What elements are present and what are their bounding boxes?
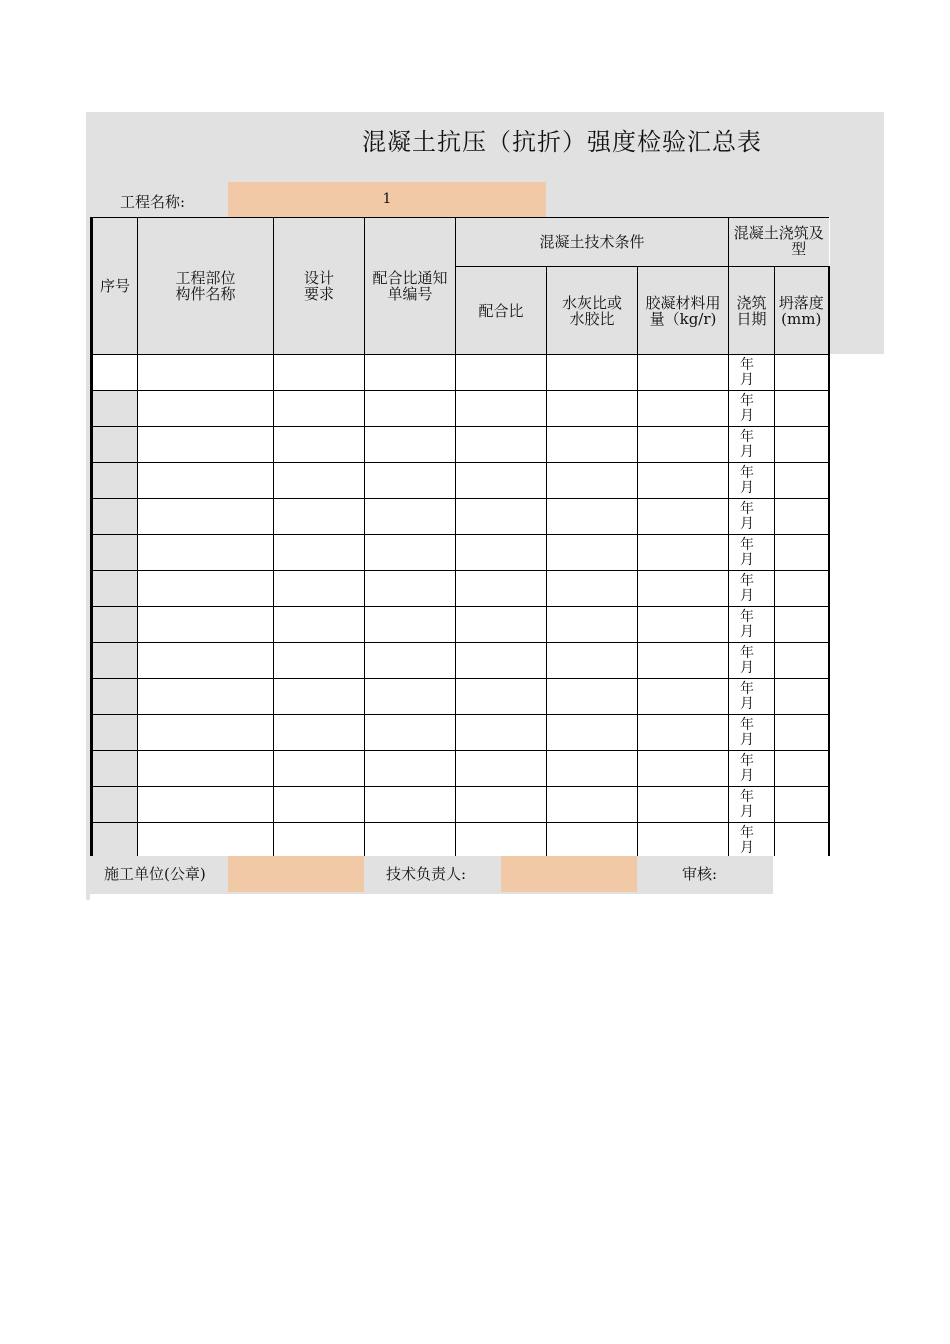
row-slump-cell[interactable] xyxy=(775,571,829,607)
year-label: 年 xyxy=(740,428,754,445)
header-design-line2: 要求 xyxy=(303,285,334,303)
table-body xyxy=(92,355,829,860)
row-data-cell[interactable] xyxy=(365,823,456,860)
table-row xyxy=(92,535,829,571)
row-slump-cell[interactable] xyxy=(775,823,829,860)
year-label: 年 xyxy=(740,464,754,481)
row-data-cell[interactable] xyxy=(274,751,365,787)
row-data-cell[interactable] xyxy=(274,787,365,823)
row-data-cell[interactable] xyxy=(138,391,274,427)
row-pour-date-cell[interactable] xyxy=(729,607,775,643)
row-pour-date-cell[interactable] xyxy=(729,355,775,391)
header-pour-date xyxy=(729,267,775,355)
year-label: 年 xyxy=(740,356,754,373)
row-data-cell[interactable] xyxy=(638,679,729,715)
month-label: 月 xyxy=(740,407,754,424)
row-data-cell[interactable] xyxy=(456,715,547,751)
row-data-cell[interactable] xyxy=(638,535,729,571)
row-pour-date-cell[interactable] xyxy=(729,787,775,823)
header-wc-line1: 水灰比或 xyxy=(561,293,622,312)
header-pour-group xyxy=(729,218,829,267)
row-data-cell[interactable] xyxy=(456,823,547,860)
month-label: 月 xyxy=(740,371,754,388)
row-data-cell[interactable] xyxy=(547,391,638,427)
row-data-cell[interactable] xyxy=(274,571,365,607)
strength-summary-table xyxy=(90,217,830,861)
row-data-cell[interactable] xyxy=(456,679,547,715)
row-data-cell[interactable] xyxy=(274,643,365,679)
row-data-cell[interactable] xyxy=(274,607,365,643)
row-data-cell[interactable] xyxy=(138,427,274,463)
construction-unit-label: 施工单位(公章) xyxy=(104,865,206,883)
row-data-cell[interactable] xyxy=(547,427,638,463)
row-pour-date-cell[interactable] xyxy=(729,499,775,535)
header-seq: 序号 xyxy=(92,218,138,355)
row-data-cell[interactable] xyxy=(274,535,365,571)
row-data-cell[interactable] xyxy=(638,499,729,535)
row-seq-cell[interactable] xyxy=(92,427,138,463)
row-seq-cell[interactable] xyxy=(92,823,138,860)
construction-unit-field[interactable] xyxy=(228,856,364,892)
row-data-cell[interactable] xyxy=(638,751,729,787)
row-seq-cell[interactable] xyxy=(92,499,138,535)
row-data-cell[interactable] xyxy=(547,823,638,860)
project-name-label: 工程名称: xyxy=(120,193,186,211)
row-data-cell[interactable] xyxy=(456,355,547,391)
row-data-cell[interactable] xyxy=(547,463,638,499)
row-slump-cell[interactable] xyxy=(775,643,829,679)
row-data-cell[interactable] xyxy=(138,715,274,751)
table-row xyxy=(92,571,829,607)
header-mix-notice-line1: 配合比通知 xyxy=(372,269,448,287)
header-wc-line2: 水胶比 xyxy=(569,309,615,328)
month-label: 月 xyxy=(740,767,754,784)
header-binder xyxy=(638,267,729,355)
row-pour-date-cell[interactable] xyxy=(729,823,775,860)
year-label: 年 xyxy=(740,572,754,589)
row-data-cell[interactable] xyxy=(638,643,729,679)
row-slump-cell[interactable] xyxy=(775,391,829,427)
row-slump-cell[interactable] xyxy=(775,463,829,499)
row-pour-date-cell[interactable] xyxy=(729,571,775,607)
row-pour-date-cell[interactable] xyxy=(729,751,775,787)
row-data-cell[interactable] xyxy=(547,571,638,607)
header-design-line1: 设计 xyxy=(303,269,334,287)
year-label: 年 xyxy=(740,680,754,697)
month-label: 月 xyxy=(740,443,754,460)
header-wc-ratio xyxy=(547,267,638,355)
row-data-cell[interactable] xyxy=(138,355,274,391)
row-data-cell[interactable] xyxy=(365,643,456,679)
month-label: 月 xyxy=(740,659,754,676)
review-field[interactable] xyxy=(773,856,884,894)
row-data-cell[interactable] xyxy=(138,823,274,860)
row-slump-cell[interactable] xyxy=(775,679,829,715)
year-label: 年 xyxy=(740,824,754,841)
row-seq-cell[interactable] xyxy=(92,355,138,391)
project-name-value: 1 xyxy=(382,191,392,207)
row-data-cell[interactable] xyxy=(274,715,365,751)
table-row xyxy=(92,751,829,787)
row-data-cell[interactable] xyxy=(138,499,274,535)
row-data-cell[interactable] xyxy=(365,499,456,535)
row-slump-cell[interactable] xyxy=(775,787,829,823)
year-label: 年 xyxy=(740,500,754,517)
month-label: 月 xyxy=(740,803,754,820)
row-data-cell[interactable] xyxy=(638,463,729,499)
month-label: 月 xyxy=(740,695,754,712)
month-label: 月 xyxy=(740,515,754,532)
month-label: 月 xyxy=(740,587,754,604)
row-data-cell[interactable] xyxy=(547,643,638,679)
page-title: 混凝土抗压（抗折）强度检验汇总表 xyxy=(362,128,762,156)
header-binder-line1: 胶凝材料用 xyxy=(645,293,721,312)
row-data-cell[interactable] xyxy=(638,787,729,823)
summary-sheet xyxy=(86,112,884,900)
row-slump-cell[interactable] xyxy=(775,427,829,463)
row-data-cell[interactable] xyxy=(456,427,547,463)
row-data-cell[interactable] xyxy=(365,571,456,607)
row-slump-cell[interactable] xyxy=(775,715,829,751)
row-data-cell[interactable] xyxy=(138,751,274,787)
row-data-cell[interactable] xyxy=(138,679,274,715)
header-design xyxy=(274,218,365,355)
row-pour-date-cell[interactable] xyxy=(729,715,775,751)
row-slump-cell[interactable] xyxy=(775,751,829,787)
row-seq-cell[interactable] xyxy=(92,571,138,607)
row-data-cell[interactable] xyxy=(365,715,456,751)
right-header-band xyxy=(827,217,884,354)
row-data-cell[interactable] xyxy=(138,787,274,823)
row-seq-cell[interactable] xyxy=(92,463,138,499)
row-slump-cell[interactable] xyxy=(775,355,829,391)
row-seq-cell[interactable] xyxy=(92,607,138,643)
row-seq-cell[interactable] xyxy=(92,715,138,751)
row-data-cell[interactable] xyxy=(274,823,365,860)
header-tech-group: 混凝土技术条件 xyxy=(456,218,729,267)
header-mix-notice-line2: 单编号 xyxy=(387,285,433,303)
row-data-cell[interactable] xyxy=(547,499,638,535)
month-label: 月 xyxy=(740,479,754,496)
table-row xyxy=(92,427,829,463)
row-data-cell[interactable] xyxy=(274,355,365,391)
year-label: 年 xyxy=(740,752,754,769)
row-pour-date-cell[interactable] xyxy=(729,427,775,463)
header-slump-line2: (mm) xyxy=(781,309,822,328)
row-seq-cell[interactable] xyxy=(92,679,138,715)
header-part xyxy=(138,218,274,355)
row-data-cell[interactable] xyxy=(638,715,729,751)
table-row xyxy=(92,715,829,751)
row-data-cell[interactable] xyxy=(274,391,365,427)
row-seq-cell[interactable] xyxy=(92,535,138,571)
row-data-cell[interactable] xyxy=(138,535,274,571)
table-row xyxy=(92,787,829,823)
row-pour-date-cell[interactable] xyxy=(729,643,775,679)
row-data-cell[interactable] xyxy=(365,355,456,391)
row-pour-date-cell[interactable] xyxy=(729,391,775,427)
row-data-cell[interactable] xyxy=(638,427,729,463)
row-slump-cell[interactable] xyxy=(775,535,829,571)
header-slump-line1: 坍落度 xyxy=(778,293,824,312)
row-data-cell[interactable] xyxy=(456,643,547,679)
row-data-cell[interactable] xyxy=(456,787,547,823)
year-label: 年 xyxy=(740,716,754,733)
review-label: 审核: xyxy=(682,865,718,883)
tech-lead-label: 技术负责人: xyxy=(386,865,467,883)
header-pour-group-line2: 型 xyxy=(791,240,807,258)
month-label: 月 xyxy=(740,551,754,568)
header-binder-line2: 量（kg/r) xyxy=(649,309,717,328)
row-seq-cell[interactable] xyxy=(92,643,138,679)
table-row xyxy=(92,823,829,860)
project-name-field[interactable] xyxy=(228,182,546,217)
row-data-cell[interactable] xyxy=(547,535,638,571)
header-mix-notice xyxy=(365,218,456,355)
year-label: 年 xyxy=(740,788,754,805)
row-data-cell[interactable] xyxy=(365,535,456,571)
row-pour-date-cell[interactable] xyxy=(729,679,775,715)
row-data-cell[interactable] xyxy=(456,571,547,607)
row-data-cell[interactable] xyxy=(365,427,456,463)
row-slump-cell[interactable] xyxy=(775,499,829,535)
row-pour-date-cell[interactable] xyxy=(729,535,775,571)
month-label: 月 xyxy=(740,731,754,748)
row-data-cell[interactable] xyxy=(365,787,456,823)
row-seq-cell[interactable] xyxy=(92,787,138,823)
month-label: 月 xyxy=(740,623,754,640)
row-data-cell[interactable] xyxy=(365,463,456,499)
row-data-cell[interactable] xyxy=(365,751,456,787)
row-data-cell[interactable] xyxy=(638,823,729,860)
row-data-cell[interactable] xyxy=(638,607,729,643)
table-row xyxy=(92,607,829,643)
row-data-cell[interactable] xyxy=(456,391,547,427)
row-data-cell[interactable] xyxy=(274,679,365,715)
month-label: 月 xyxy=(740,839,754,856)
header-pour-date-line2: 日期 xyxy=(736,309,767,328)
table-row xyxy=(92,355,829,391)
table-row xyxy=(92,391,829,427)
header-pour-date-line1: 浇筑 xyxy=(736,293,767,312)
year-label: 年 xyxy=(740,536,754,553)
row-data-cell[interactable] xyxy=(138,643,274,679)
row-seq-cell[interactable] xyxy=(92,391,138,427)
row-data-cell[interactable] xyxy=(138,607,274,643)
row-data-cell[interactable] xyxy=(365,391,456,427)
header-part-line2: 构件名称 xyxy=(175,285,236,303)
header-pour-group-line1: 混凝土浇筑及 xyxy=(733,224,824,242)
row-data-cell[interactable] xyxy=(638,391,729,427)
row-data-cell[interactable] xyxy=(547,787,638,823)
row-data-cell[interactable] xyxy=(365,607,456,643)
row-data-cell[interactable] xyxy=(456,607,547,643)
row-data-cell[interactable] xyxy=(638,571,729,607)
year-label: 年 xyxy=(740,392,754,409)
row-slump-cell[interactable] xyxy=(775,607,829,643)
table-row xyxy=(92,643,829,679)
row-data-cell[interactable] xyxy=(274,427,365,463)
row-data-cell[interactable] xyxy=(274,499,365,535)
table-row xyxy=(92,463,829,499)
row-data-cell[interactable] xyxy=(365,679,456,715)
header-part-line1: 工程部位 xyxy=(175,269,236,287)
row-data-cell[interactable] xyxy=(547,715,638,751)
row-data-cell[interactable] xyxy=(456,535,547,571)
row-data-cell[interactable] xyxy=(138,571,274,607)
row-data-cell[interactable] xyxy=(456,751,547,787)
year-label: 年 xyxy=(740,644,754,661)
tech-lead-field[interactable] xyxy=(501,856,637,892)
row-data-cell[interactable] xyxy=(274,463,365,499)
row-data-cell[interactable] xyxy=(547,607,638,643)
row-data-cell[interactable] xyxy=(456,499,547,535)
table-row xyxy=(92,499,829,535)
year-label: 年 xyxy=(740,608,754,625)
row-data-cell[interactable] xyxy=(547,355,638,391)
row-pour-date-cell[interactable] xyxy=(729,463,775,499)
header-slump xyxy=(775,267,829,355)
row-data-cell[interactable] xyxy=(547,679,638,715)
row-seq-cell[interactable] xyxy=(92,751,138,787)
row-data-cell[interactable] xyxy=(547,751,638,787)
row-data-cell[interactable] xyxy=(638,355,729,391)
row-data-cell[interactable] xyxy=(456,463,547,499)
table-row xyxy=(92,679,829,715)
row-data-cell[interactable] xyxy=(138,463,274,499)
header-mix-ratio: 配合比 xyxy=(456,267,547,355)
